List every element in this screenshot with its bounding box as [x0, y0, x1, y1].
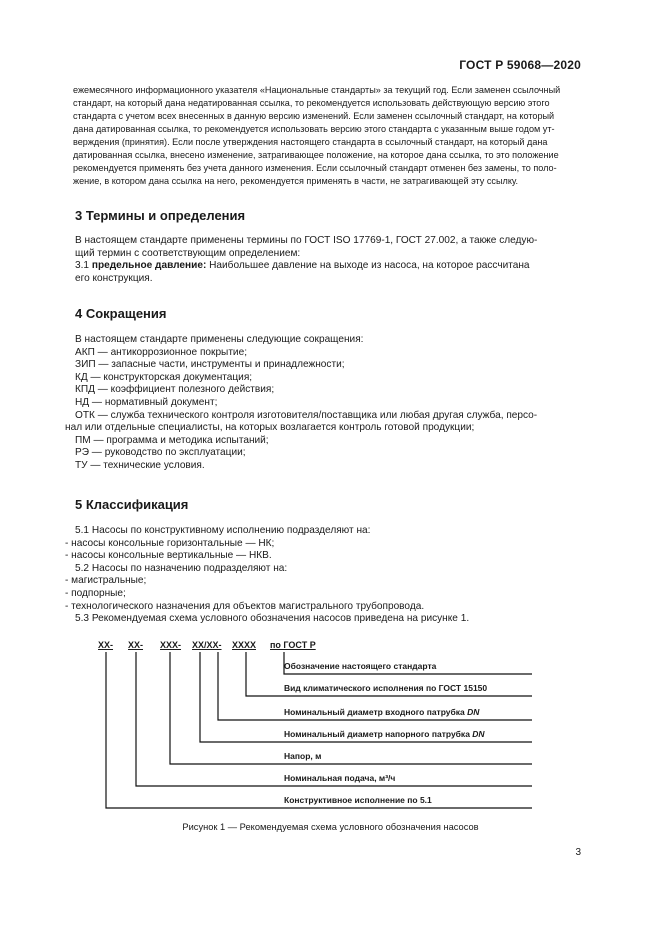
code-segment: XX-: [98, 640, 114, 650]
classification-item: 5.3 Рекомендуемая схема условного обозначения насосов приведена на рисунке 1.: [75, 613, 470, 625]
section-4-body: [65, 334, 585, 473]
section-5-body: [65, 525, 585, 626]
diagram-label: Вид климатического исполнения по ГОСТ 15150: [284, 683, 488, 693]
diagram-label: Номинальная подача, м³/ч: [284, 773, 396, 783]
term-definition-cont: его конструкция.: [75, 272, 153, 284]
code-segment: XX/XX-: [192, 640, 222, 650]
classification-list-item: - насосы консольные горизонтальные — НК;: [65, 537, 275, 549]
diagram-label: Конструктивное исполнение по 5.1: [284, 795, 432, 805]
intro-line: стандарт, на который дана недатированная ссылка, то рекомендуется использовать действующую версию этого: [73, 98, 550, 108]
abbrev-item: КПД — коэффициент полезного действия;: [75, 384, 275, 396]
figure-caption: Рисунок 1 — Рекомендуемая схема условного обозначения насосов: [182, 822, 479, 832]
abbrev-item: ТУ — технические условия.: [75, 459, 205, 471]
intro-line: дана датированная ссылка, то рекомендуется использовать версию этого стандарта с указанным выше годом ут-: [73, 124, 555, 134]
section-3-line: щий термин с соответствующим определением:: [75, 247, 301, 259]
section-3-line: В настоящем стандарте применены термины по ГОСТ ISO 17769-1, ГОСТ 27.002, а также следую-: [75, 235, 538, 246]
intro-line: верждения (принятия). Если после утверждения настоящего стандарта в ссылочный стандарт, на который дана: [73, 137, 548, 147]
classification-item: 5.1 Насосы по конструктивному исполнению подразделяют на:: [75, 525, 371, 536]
intro-line: ежемесячного информационного указателя «Национальные стандарты» за текущий год. Если заменен ссылочный: [73, 85, 561, 95]
section-3-heading: 3 Термины и определения: [75, 208, 246, 223]
intro-line: рекомендуется применять без учета данного изменения. Если ссылочный стандарт отменен без замены, то поло-: [73, 163, 557, 173]
abbrev-intro: В настоящем стандарте применены следующие сокращения:: [75, 334, 364, 345]
code-segment: XXX-: [160, 640, 182, 650]
code-segment: XX-: [128, 640, 144, 650]
connector-line: [136, 652, 532, 786]
intro-line: стандарта с учетом всех внесенных в данную версию изменений. Если заменен ссылочный стандарт, на который: [73, 111, 555, 121]
intro-paragraph: [75, 84, 585, 188]
classification-list-item: - технологического назначения для объектов магистрального трубопровода.: [65, 600, 425, 612]
diagram-label: Обозначение настоящего стандарта: [284, 661, 437, 671]
classification-list-item: - насосы консольные вертикальные — НКВ.: [65, 550, 272, 562]
abbrev-item: ЗИП — запасные части, инструменты и принадлежности;: [75, 359, 345, 371]
section-5-heading: 5 Классификация: [75, 497, 189, 512]
page-content: [65, 84, 585, 625]
abbrev-item: ПМ — программа и методика испытаний;: [75, 434, 269, 446]
page-number: 3: [575, 847, 581, 858]
document-id: ГОСТ Р 59068—2020: [459, 58, 581, 72]
code-segment: XXXX: [232, 640, 257, 650]
term-definition: 3.1 предельное давление: Наибольшее давление на выходе из насоса, на которое рассчитана: [75, 260, 530, 272]
abbrev-item: НД — нормативный документ;: [75, 396, 218, 408]
classification-list-item: - подпорные;: [65, 587, 126, 599]
abbrev-item: ОТК — служба технического контроля изготовителя/поставщика или любая другая служба, персо-: [75, 409, 538, 421]
abbrev-item: КД — конструкторская документация;: [75, 371, 253, 383]
section-3-body: [75, 235, 583, 285]
diagram-label: Напор, м: [284, 751, 322, 761]
section-4-heading: 4 Сокращения: [75, 306, 167, 321]
code-segment: по ГОСТ Р: [270, 640, 316, 650]
diagram-label: Номинальный диаметр входного патрубка DN: [284, 707, 480, 717]
intro-line: датированная ссылка, внесено изменение, затрагивающее положение, на которое дана ссылка, то это положение: [73, 150, 559, 160]
intro-line: жение, в котором дана ссылка на него, рекомендуется применять в части, не затрагивающей эту ссылку.: [73, 176, 519, 186]
abbrev-item: АКП — антикоррозионное покрытие;: [75, 346, 247, 358]
diagram-label: Номинальный диаметр напорного патрубка DN: [284, 729, 485, 739]
abbrev-continuation: нал или отдельные специалисты, на которых возлагается контроль готовой продукции;: [65, 422, 475, 434]
term-name: предельное давление:: [91, 260, 207, 272]
classification-item: 5.2 Насосы по назначению подразделяют на:: [75, 562, 288, 574]
abbrev-item: РЭ — руководство по эксплуатации;: [75, 447, 246, 459]
classification-list-item: - магистральные;: [65, 575, 147, 587]
designation-diagram: [96, 640, 536, 815]
